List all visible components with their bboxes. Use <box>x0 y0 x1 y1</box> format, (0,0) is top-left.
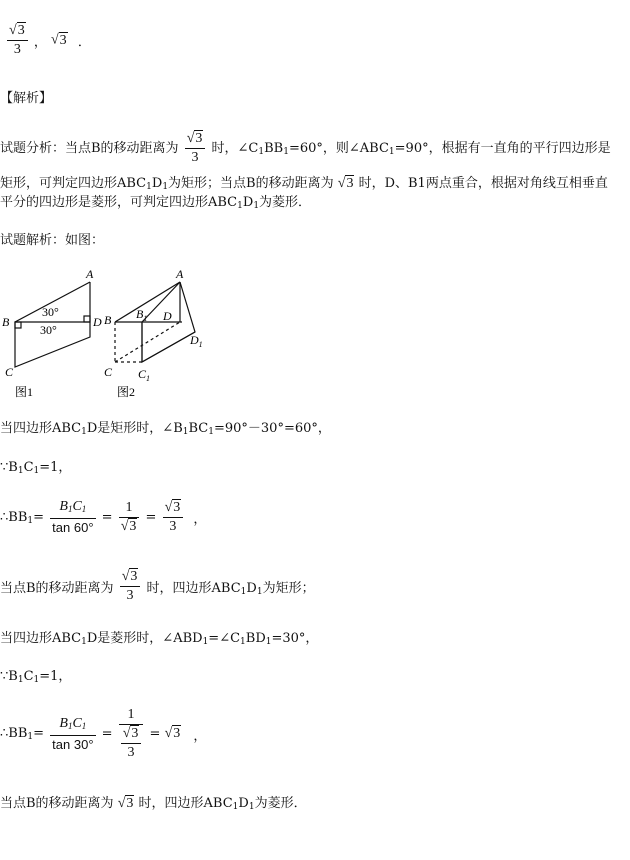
answer-separator: ， <box>33 35 47 50</box>
fig1-caption: 图1 <box>15 385 34 399</box>
step-6: $\because B_1C_1=1$， <box>0 669 72 685</box>
solution-intro: 试题解析：如图： <box>0 233 105 248</box>
analysis-line-2: 矩形，可判定四边形$ABC_1D_1$为矩形；当点B的移动距离为 √3 时，D、B1两点重合，根据对角线互相垂直 <box>0 176 608 192</box>
fig1-label-d: D <box>93 315 102 329</box>
figure-2 <box>115 282 195 362</box>
answer-sqrt: √3 <box>50 32 67 48</box>
answer-line <box>5 22 91 59</box>
fig2-label-b1: $B_1$ <box>136 307 148 323</box>
analysis-line-1: 试题分析：当点B的移动距离为 $\frac{√3}{3}$ 时，$\angle C_1BB_1=60^\circ$，则$\angle ABC_1=90^\circ$，根据有一直角的平行四边形是 <box>0 131 611 165</box>
step-1: 当四边形$ABC_1D$是矩形时，$\angle B_1BC_1=90^\circ-30^\circ=60^\circ$， <box>0 421 331 437</box>
fig1-label-a: A <box>86 267 94 281</box>
fig1-label-c: C <box>5 365 14 379</box>
fig2-label-c: C <box>104 365 113 379</box>
step-4: 当点B的移动距离为 $\frac{√3}{3}$ 时，四边形$ABC_1D_1$为矩形； <box>0 569 315 603</box>
fraction-1-sqrt3: $\frac{1}{√3}$ <box>119 499 140 536</box>
answer-period: ． <box>77 35 91 50</box>
fig2-label-c1: $C_1$ <box>138 367 151 383</box>
step-2: $\because B_1C_1=1$， <box>0 460 72 476</box>
fraction-b1c1-tan30: $\frac{B_1C_1}{\tan 30^\circ}$ <box>52 715 94 752</box>
fig2-label-b: B <box>104 313 112 327</box>
step-8: 当点B的移动距离为 √3 时，四边形$ABC_1D_1$为菱形． <box>0 796 307 812</box>
step-3: $\therefore BB_1=$ $\frac{B_1C_1}{\tan 60^\circ}$ = $\frac{1}{√3}$ = $\frac{√3}{3}$ ， <box>0 499 207 535</box>
fig2-label-d1: $D_1$ <box>190 333 203 349</box>
step-7: $\therefore BB_1=$ $\frac{B_1C_1}{\tan 30^\circ}$ = $\frac{1}{\frac{√3}{3}}$ = √3 ， <box>0 707 207 760</box>
step-5: 当四边形$ABC_1D$是菱形时，$\angle ABD_1=\angle C_1BD_1=30^\circ$， <box>0 631 319 647</box>
fig1-label-b: B <box>2 315 10 329</box>
analysis-line-3: 平分的四边形是菱形，可判定四边形$ABC_1D_1$为菱形． <box>0 195 312 211</box>
fig1-angle-bottom: 30° <box>40 323 57 337</box>
fig2-label-d: D <box>163 309 172 323</box>
fraction-sqrt3-3: $\frac{√3}{3}$ <box>163 499 184 536</box>
fig2-caption: 图2 <box>117 385 136 399</box>
answer-fraction: $\frac{√3}{3}$ <box>7 22 28 59</box>
section-heading: 【解析】 <box>0 91 53 106</box>
fig2-label-a: A <box>176 267 184 281</box>
geometry-figure <box>0 262 220 402</box>
fraction-b1c1-tan60: $\frac{B_1C_1}{\tan 60^\circ}$ <box>52 499 94 535</box>
fraction-1-over-sqrt3-3: $\frac{1}{\frac{√3}{3}}$ <box>119 706 144 762</box>
fig1-angle-top: 30° <box>42 305 59 319</box>
